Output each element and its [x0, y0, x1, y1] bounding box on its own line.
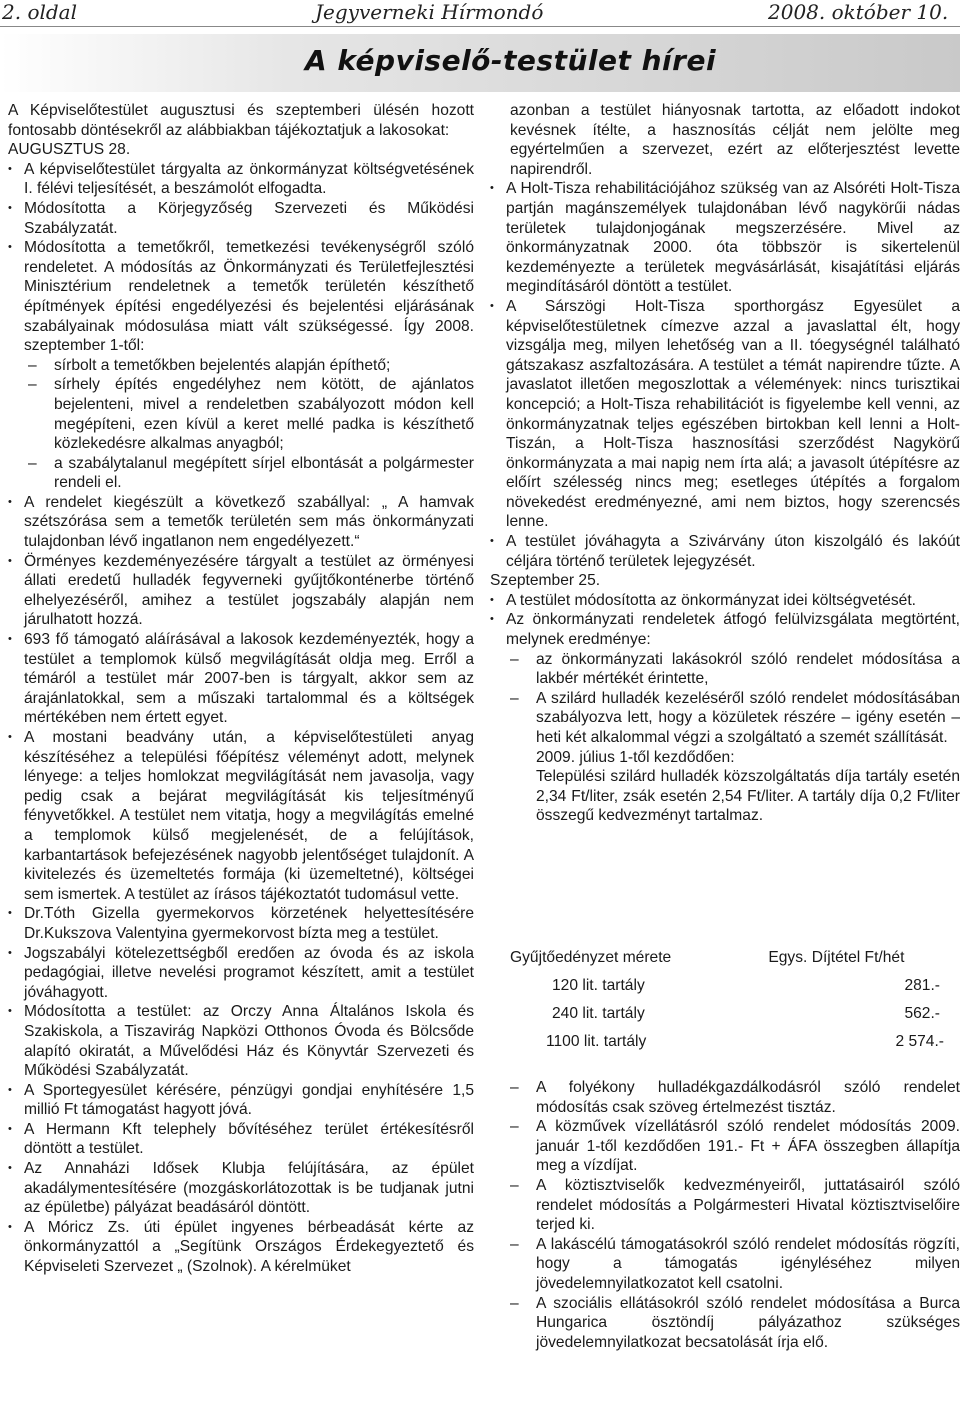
sub-list-text: Települési szilárd hulladék közszolgáltatás díja tartály esetén 2,34 Ft/liter, zsák esetén 2,54 Ft/liter. A tartály díja 0,2 Ft/liter összegű kedvezményt tartalmaz.: [536, 768, 960, 825]
sub-list-item: – A folyékony hulladékgazdálkodásról szóló rendelet módosítás csak szöveg értelmezést tisztáz.: [490, 1078, 960, 1117]
list-item: • A Hermann Kft telephely bővítéséhez terület értékesítésről döntött a testület.: [8, 1120, 474, 1159]
fee-table-header: Gyűjtőedényzet mérete: [510, 949, 672, 966]
table-cell: 281.-: [904, 977, 940, 994]
table-row: [502, 1028, 952, 1056]
list-item: • Jogszabályi kötelezettségből eredően az óvoda és az iskola pedagógiai, illetve nevelési programot készített, amit a testület jóváhagyott.: [8, 944, 474, 1003]
sub-list-item: – A szilárd hulladék kezeléséről szóló rendelet módosításában szabályozva lett, hogy a közületek részére – igény esetén – heti két alkalommal végzi a szolgáltató a szemét szállítását.: [490, 689, 960, 748]
list-item: • Az önkormányzati rendeletek átfogó felülvizsgálata megtörtént, melynek eredménye:: [490, 610, 960, 649]
section-title: A képviselő-testület hírei: [305, 44, 717, 77]
left-column: [8, 101, 474, 1277]
section-heading-september: Szeptember 25.: [490, 572, 601, 590]
list-item: • A rendelet kiegészült a következő szabállyal: „ A hamvak szétszórása sem a temetők területén sem más önkormányzati tulajdonban lévő ingatlanon nem engedélyezett.“: [8, 493, 474, 552]
sub-list-item: – A közművek vízellátásról szóló rendelet módosítás 2009. január 1-től kezdődően 191.- Ft + ÁFA összegben állapítja meg a vízdíjat.: [490, 1117, 960, 1176]
table-row: [502, 972, 952, 1000]
sub-list-text: 2009. július 1-től kezdődően:: [536, 748, 735, 766]
page-number: 2. oldal: [2, 0, 77, 24]
list-item: • Módosította a temetőkről, temetkezési tevékenységről szóló rendeletet. A módosítás az Önkormányzati és Területfejlesztési Minisztérium rendeletnek a temetők területén készíthető építmények építési engedélyezési és bejelentési eljárásának szabályainak módosulása miatt vált szükségessé. Így 2008. szeptember 1-től:: [8, 238, 474, 356]
list-item: • A testület módosította az önkormányzat idei költségvetését.: [490, 591, 960, 611]
list-item: • A testület jóváhagyta a Szivárvány úton kiszolgáló és lakóút céljára történő területek lejegyzését.: [490, 532, 960, 571]
fee-table-header: Egys. Díjtétel Ft/hét: [768, 949, 905, 966]
table-cell: 1100 lit. tartály: [546, 1033, 647, 1050]
list-item: • A mostani beadvány után, a képviselőtestületi anyag készítéséhez a települési főépítész véleményt adott, melynek lényege: a teljes homlokzat megvilágítását nem javasolja, vagy pedig csak a bejárat megvilágítását kis teljesítményű fényvetőkkel. A testület nem vitatja, hogy a megvilágítás emelné a templomok külső megjelenését, de a felújítások, karbantartások befejezésének nagyobb jelentőséget tulajdonít. A kivitelezés és üzemeltetés formája (ki üzemeltetné), költségei sem ismertek. A testület az írásos tájékoztatót tudomásul vette.: [8, 728, 474, 904]
list-item: • Az Annaházi Idősek Klubja felújítására, az épület akadálymentesítésére (mozgáskorlátozottak is be tudjanak jutni az épületbe) pályázat beadásáról döntött.: [8, 1159, 474, 1218]
fee-table: [502, 944, 952, 1056]
list-item: • A Móricz Zs. úti épület ingyenes bérbeadását kérte az önkormányzattól a „Segítünk Országos Érdekegyeztető és Képviseleti Szervezet „ (Szolnok). A kérelmüket: [8, 1218, 474, 1277]
list-item: • Módosította a Körjegyzőség Szervezeti és Működési Szabályzatát.: [8, 199, 474, 238]
table-cell: 562.-: [904, 1005, 940, 1022]
right-column: [490, 101, 960, 826]
list-item: • A képviselőtestület tárgyalta az önkormányzat költségvetésének I. félévi teljesítését, a beszámolót elfogadta.: [8, 160, 474, 199]
list-item: • 693 fő támogató aláírásával a lakosok kezdeményezték, hogy a testület a templomok külső megvilágítását oldja meg. Erről a témáról a testület már 2007-ben is tárgyalt, akkor sem az árajánlatokkal, sem a műszaki tartalommal és a költségek mértékében nem értett egyet.: [8, 630, 474, 728]
table-cell: 240 lit. tartály: [552, 1005, 645, 1022]
list-item: • A Holt-Tisza rehabilitációjához szükség van az Alsóréti Holt-Tisza partján magánszemélyek tulajdonában lévő nagykörűi nádas területek tulajdonjogának megszerzésére. Mivel az önkormányzatnak 2000. óta többször is sikertelenül kezdeményezte a területek megvásárlását, kisajátítási eljárás megindításáról döntött a testület.: [490, 179, 960, 297]
issue-date: 2008. október 10.: [768, 0, 949, 24]
sub-list-item: – sírbolt a temetőkben bejelentés alapján építhető;: [8, 356, 474, 376]
list-item: • Örményes kezdeményezésére tárgyalt a testület az örményesi állati eredetű hulladék fegyverneki gyűjtőkonténerbe történő elhelyezéséről, amihez a testület jogszabály alapján nem járulhatott hozzá.: [8, 552, 474, 630]
newspaper-name: Jegyverneki Hírmondó: [315, 0, 544, 24]
continued-text: azonban a testület hiányosnak tartotta, az előadott indokot kevésnek ítélte, a hasznosítás célját nem jelölte meg egyértelműen a szervezet, ezért az előterjesztést levette napirendről.: [510, 102, 960, 178]
intro-text: A Képviselőtestület augusztusi és szeptemberi ülésén hozott fontosabb döntésekről az alábbiakban tájékoztatjuk a lakosokat:: [8, 102, 474, 139]
section-banner: [0, 34, 960, 92]
list-item: • A Sárszögi Holt-Tisza sporthorgász Egyesület a képviselőtestületnek címezve azzal a javaslattal élt, hogy vizsgálja meg, milyen lehetőség van a II. tóegységnél található gátszakasz aszfaltozására. A testület a témát napirendre tűzte. A javaslatot illetően megoszlottak a vélemények: nincs turisztikai koncepció; a Holt-Tisza rehabilitációt is figyelembe kell venni, az önkormányzatnak teljes egészében birtokban kell lenni a Holt-Tiszán, a Holt-Tisza hasznosítási szerződést Nagykörű önkormányzata a mai napig nem írta alá; a javasolt útépítésre az előírt szélesség nincs meg; esetleges útépítés a forgalom növekedést eredményezné, ami nem biztos, hogy szerencsés lenne.: [490, 297, 960, 532]
sub-list-item: – az önkormányzati lakásokról szóló rendelet módosítása a lakbér mértékét érintette,: [490, 650, 960, 689]
right-lower-list: [490, 1078, 960, 1352]
sub-list-item: – A köztisztviselők kedvezményeiről, juttatásairól szóló rendelet módosítás a Polgármesteri Hivatal köztisztviselőire terjed ki.: [490, 1176, 960, 1235]
list-item: • A Sportegyesület kérésére, pénzügyi gondjai enyhítésére 1,5 millió Ft támogatást hagyott jóvá.: [8, 1081, 474, 1120]
list-item: • Módosította a testület: az Orczy Anna Általános Iskola és Szakiskola, a Tiszavirág Napközi Otthonos Óvoda és Bölcsőde alapító okiratát, a Művelődési Ház és Könyvtár Szervezeti és Működési Szabályzatát.: [8, 1002, 474, 1080]
sub-list-item: – A szociális ellátásokról szóló rendelet módosítása a Burca Hungarica ösztöndíj pályázathoz szükséges jövedelemnyilatkozat becsatolását írja elő.: [490, 1294, 960, 1353]
table-cell: 2 574.-: [895, 1033, 944, 1050]
table-row: [502, 1000, 952, 1028]
sub-list-item: – A lakáscélú támogatásokról szóló rendelet módosítás rögzíti, hogy a támogatás igényléséhez milyen jövedelemnyilatkozatot kell csatolni.: [490, 1235, 960, 1294]
sub-list-item: – a szabálytalanul megépített sírjel elbontását a polgármester rendeli el.: [8, 454, 474, 493]
section-heading-august: AUGUSZTUS 28.: [8, 141, 131, 159]
list-item: • Dr.Tóth Gizella gyermekorvos körzetének helyettesítésére Dr.Kukszova Valentyina gyermekorvost bízta meg a testület.: [8, 904, 474, 943]
page-header: [0, 0, 960, 27]
sub-list-item: – sírhely építés engedélyhez nem kötött, de ajánlatos bejelenteni, mivel a rendeletben szabályozott módon kell megépíteni, ezen kívül a keret mellé padka is készíthető közlekedésre alkalmas anyagból;: [8, 375, 474, 453]
table-cell: 120 lit. tartály: [552, 977, 645, 994]
